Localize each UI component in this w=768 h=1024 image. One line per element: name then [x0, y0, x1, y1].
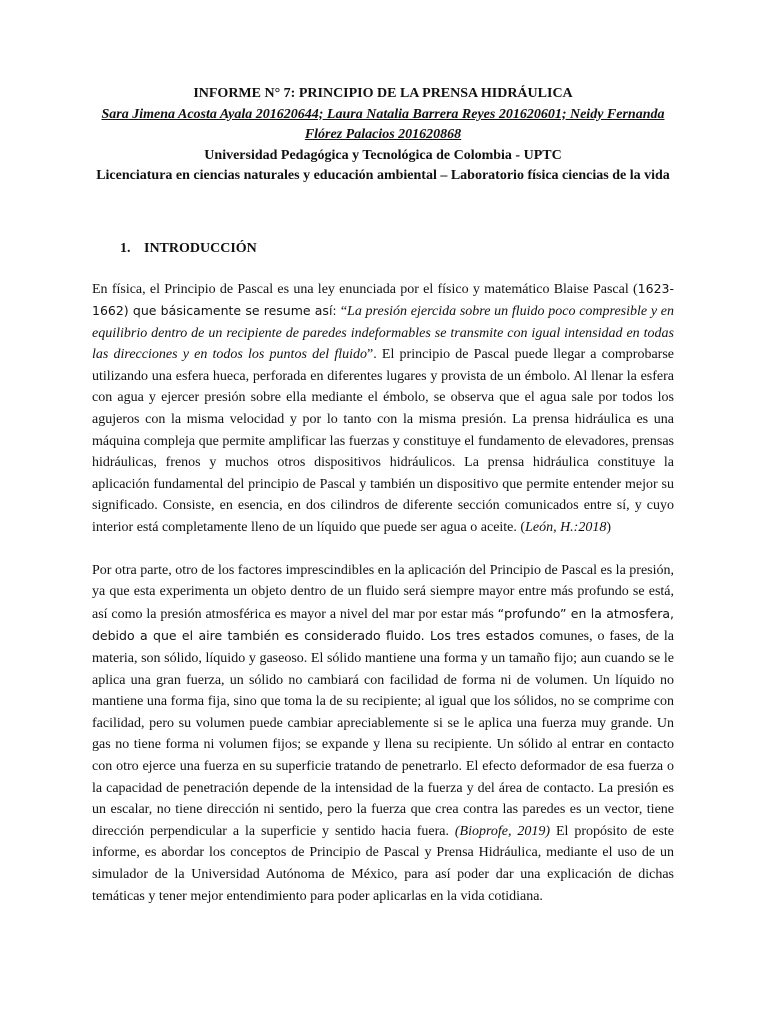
- introduction-paragraph-2: [92, 560, 674, 908]
- p1-text-a: En física, el Principio de Pascal es una ley enunciada por el físico y matemático Blaise Pascal (: [92, 281, 638, 297]
- section-title: INTRODUCCIÓN: [144, 240, 257, 256]
- report-title: INFORME N° 7: PRINCIPIO DE LA PRENSA HIDRÁULICA: [193, 86, 573, 101]
- program-name: Licenciatura en ciencias naturales y educación ambiental – Laboratorio física ciencias de la vida: [96, 168, 670, 183]
- citation-bioprofe: (Bioprofe, 2019): [454, 823, 551, 839]
- section-heading-introduction: [92, 239, 674, 259]
- p2-text-a: Por otra parte, otro de los factores imprescindibles en la aplicación del Principio de Pascal es la presión, ya que esta experimenta un objeto dentro de un fluido será siempre mayor entre más profundo se está, así como la presión atmosférica es mayor a nivel del mar por estar más: [92, 562, 674, 622]
- p2-text-c: El propósito de este informe, es abordar los conceptos de Principio de Pascal y Prensa Hidráulica, mediante el uso de un simulador de la Universidad Autónoma de México, para así poder dar una explicación de dichas temáticas y tener mejor entendimiento para poder aplicarlas en la vida cotidiana.: [92, 823, 674, 904]
- p2-text-b: comunes, o fases, de la materia, son sólido, líquido y gaseoso. El sólido mantiene una forma y un tamaño fijo; aun cuando se le aplica una gran fuerza, un sólido no cambiará con facilidad de forma ni de volumen. Un líquido no mantiene una forma fija, sino que toma la de su recipiente; al igual que los sólidos, no se comprime con facilidad, pero su volumen puede cambiar apreciablemente si se le aplica una fuerza muy grande. Un gas no tiene forma ni volumen fijos; se expande y llena su recipiente. Un sólido al entrar en contacto con otro ejerce una fuerza en su superficie tratando de penetrarlo. El efecto deformador de esa fuerza o la capacidad de penetración depende de la intensidad de la fuerza y del área de contacto. La presión es un escalar, no tiene dirección ni sentido, pero la fuerza que crea contra las paredes es un vector, tiene dirección perpendicular a la superficie y sentido hacia fuera.: [92, 629, 674, 839]
- university-name: Universidad Pedagógica y Tecnológica de Colombia - UPTC: [204, 147, 562, 163]
- p1-text-b: ”. El principio de Pascal puede llegar a comprobarse utilizando una esfera hueca, perforada en diferentes lugares y provista de un émbolo. Al llenar la esfera con agua y ejercer presión sobre ella mediante el émbolo, se observa que el agua sale por todos los agujeros con la misma velocidad y por lo tanto con la misma presión. La prensa hidráulica es una máquina compleja que permite amplificar las fuerzas y constituye el fundamento de elevadores, prensas hidráulicas, frenos y muchos otros dispositivos hidráulicos. La prensa hidráulica constituye la aplicación fundamental del principio de Pascal y también un dispositivo que permite entender mejor su significado. Consiste, en esencia, en dos cilindros de diferente sección comunicados entre sí, y cuyo interior está completamente lleno de un líquido que puede ser agua o aceite. (: [92, 347, 674, 536]
- citation-leon: León, H.:2018: [525, 520, 607, 536]
- section-number: 1.: [120, 240, 131, 256]
- p1-text-dates: 1623-1662) que básicamente se resume así:: [92, 280, 674, 319]
- report-authors: Sara Jimena Acosta Ayala 201620644; Laura Natalia Barrera Reyes 201620601; Neidy Fernanda Flórez Palacios 201620868: [101, 106, 665, 142]
- p2-text-profundo: “profundo” en la atmosfera, debido a que el aire también es considerado fluido. Los tres estados: [92, 605, 674, 644]
- p1-text-c: ): [606, 520, 612, 536]
- document-page: [92, 84, 674, 907]
- introduction-paragraph-1: [92, 278, 674, 539]
- pascal-principle-quote: La presión ejercida sobre un fluido poco compresible y en equilibrio dentro de un recipiente de paredes indeformables se transmite con igual intensidad en todas las direcciones y en todos los puntos del fluido: [92, 304, 674, 363]
- p1-open-quote: “: [340, 304, 348, 320]
- report-header: [92, 84, 674, 187]
